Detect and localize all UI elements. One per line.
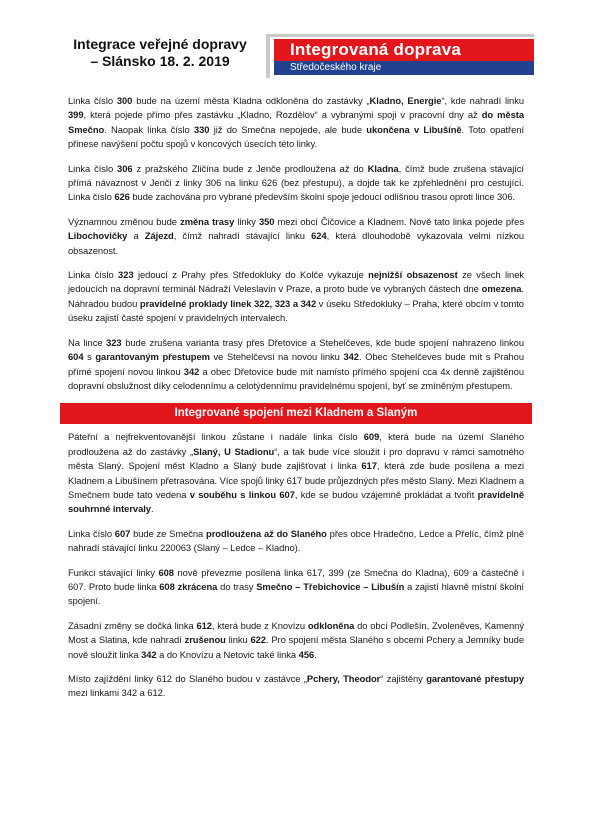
- bold-text-run: 607: [114, 527, 131, 539]
- paragraph-line-306: [68, 162, 524, 205]
- logo-sub-text: Středočeského kraje: [290, 62, 382, 73]
- logo-gray-bar-left: [266, 34, 270, 78]
- document-title: [60, 36, 260, 70]
- bold-text-run: 608 zkrácena: [159, 580, 218, 592]
- text-run: Linka číslo: [68, 269, 119, 281]
- integrovana-doprava-logo: [266, 34, 534, 78]
- bold-text-run: 342: [183, 365, 200, 377]
- text-run: a obec Dřetovice bude mít namísto přímého spojení cca 4x denně zajištěnou dopravní obslužnost díky celodennímu a celotýdennímu pravidelnému spojení, byť se zmíněným přestupem.: [68, 365, 524, 391]
- text-run: , čímž nahradí stávající linku: [173, 230, 312, 242]
- text-run: .: [314, 648, 317, 660]
- paragraph-line-607: [68, 527, 524, 556]
- paragraph-pchery-transfer: [68, 672, 524, 701]
- text-run: . Náhradou budou: [68, 283, 524, 309]
- bold-text-run: 612: [196, 619, 212, 631]
- bold-text-run: Slaný, U Stadionu: [193, 445, 275, 457]
- text-run: Páteřní a nejfrekventovanější linkou zůstane i nadále linka číslo: [68, 431, 364, 443]
- paragraph-line-300: [68, 94, 524, 152]
- bold-text-run: změna trasy: [180, 215, 235, 227]
- bold-text-run: zrušenou: [184, 634, 226, 646]
- bold-text-run: Pchery, Theodor: [306, 673, 381, 684]
- text-run: , která pojede přímo přes zastávku „Kladno, Rozdělov“ a vybranými spoji v pracovní dny až: [83, 109, 482, 121]
- text-run: “, a tak bude více sloužit i pro dopravu v rámci samotného města Slaný. Spojení měst Kladno a Slaný bude zajišťovat i linka: [68, 445, 524, 472]
- text-run: jedoucí z Prahy přes Středokluky do Kolče vykazuje: [133, 269, 369, 281]
- bold-text-run: prodloužena až do Slaného: [206, 527, 327, 539]
- text-run: . Naopak linka číslo: [104, 123, 194, 135]
- text-run: Linka číslo: [68, 95, 117, 106]
- text-run: , která zde bude posílena a mezi Kladnem a Libušínem přetrasována. Více spojů linky 617 bude průjezdných přes město Slaný. Mezi Kladnem a Smečnem bude tato vedena: [68, 460, 524, 500]
- bold-text-run: 456: [298, 648, 315, 660]
- text-run: ve Stehelčevsi na novou linku: [209, 351, 344, 363]
- text-run: bude na území města Kladna odkloněna do zastávky „: [132, 95, 370, 106]
- bold-text-run: pravidelné prokladу linek 322, 323 a 342: [139, 297, 317, 309]
- text-run: , která dlouhodobě vykazovala velmi nízkou obsazenost.: [68, 230, 524, 256]
- text-run: Na lince: [68, 336, 107, 348]
- logo-blue-band: [274, 61, 534, 75]
- text-run: s: [83, 351, 96, 363]
- paragraph-line-609: [68, 430, 524, 516]
- text-run: .: [150, 503, 154, 515]
- bold-text-run: ukončena v Libušíně: [366, 123, 462, 135]
- text-run: Významnou změnou bude: [68, 215, 181, 227]
- bold-text-run: 624: [311, 230, 327, 242]
- bold-text-run: 608: [158, 566, 174, 578]
- bold-text-run: 342: [141, 648, 157, 660]
- text-run: linky: [234, 215, 259, 227]
- bold-text-run: Libochovičky: [68, 230, 128, 242]
- bold-text-run: garantovaným přestupem: [95, 351, 210, 363]
- logo-main-text: Integrovaná doprava: [290, 40, 462, 59]
- page-header: [60, 30, 534, 82]
- text-run: “, kde nahradí linku: [441, 95, 524, 106]
- text-run: Linka číslo: [68, 527, 115, 539]
- text-run: z pražského Zličína bude z Jenče prodloužena až do: [132, 162, 368, 174]
- bold-text-run: Zájezd: [144, 230, 174, 242]
- text-run: linku: [225, 634, 251, 646]
- bold-text-run: 399: [68, 109, 84, 121]
- text-run: “ zajištěny: [380, 673, 427, 684]
- text-run: nově převezme posílená linka 617, 399 (ze Smečna do Kladna), 609 a částečně i 607. Proto bude linka: [68, 566, 524, 592]
- bold-text-run: 330: [193, 123, 210, 135]
- text-run: bude ze Smečna: [130, 527, 207, 539]
- bold-text-run: omezena: [481, 283, 522, 295]
- bold-text-run: 323: [106, 336, 122, 348]
- bold-text-run: Kladno, Energie: [369, 95, 442, 106]
- text-run: Funkci stávající linky: [68, 566, 159, 578]
- text-run: Zásadní změny se dočká linka: [68, 619, 197, 631]
- logo-red-band: [274, 39, 534, 61]
- bold-text-run: v souběhu s linkou 607: [189, 488, 295, 500]
- text-run: Linka číslo: [68, 162, 118, 174]
- bold-text-run: 350: [258, 215, 275, 227]
- text-run: a zajistí hlavně místní školní spojení.: [68, 580, 524, 607]
- text-run: mezi obcí Čičovice a Kladnem. Nově tato linka pojede přes: [274, 215, 524, 227]
- bold-text-run: do města Smečno: [68, 109, 524, 135]
- title-line-2: – Slánsko 18. 2. 2019: [90, 53, 230, 69]
- bold-text-run: 617: [361, 460, 377, 472]
- paragraph-line-612: [68, 619, 524, 662]
- text-run: , která bude na území Slaného prodloužena až do zastávky „: [68, 431, 524, 457]
- text-run: bude zachována pro vybrané především školní spoje jedoucí odlišnou trasou oproti lince 306.: [129, 191, 516, 203]
- text-run: , která bude z Knovízu: [211, 619, 308, 631]
- bold-text-run: garantované přestupy: [426, 673, 524, 684]
- bold-text-run: Kladna: [367, 162, 399, 174]
- section-heading: Integrované spojení mezi Kladnem a Slaným: [60, 403, 532, 424]
- text-run: v úseku Středokluky – Praha, které obcím v tomto úseku zajistí časté spojení v pravidelných intervalech.: [68, 297, 524, 324]
- bold-text-run: 323: [118, 269, 134, 281]
- text-run: mezi linkami 342 a 612.: [68, 687, 166, 699]
- text-run: bude zrušena varianta trasy přes Dřetovice a Stehelčeves, kde bude spojení nahrazeno linkou: [121, 336, 524, 348]
- text-run: . Obec Stehelčeves bude mít s Prahou přímé spojení novou linkou: [68, 351, 524, 377]
- paragraph-line-323: [68, 268, 524, 326]
- text-run: ze všech linek jedoucích na dopravní terminál Nádraží Veleslavín v Praze, a proto bude ve vybraných částech dne: [68, 269, 524, 295]
- bold-text-run: odkloněna: [307, 619, 355, 631]
- paragraph-line-323-variant: [68, 336, 524, 394]
- text-run: . Toto opatření přinese navýšení počtu spojů v koncových úsecích této linky.: [68, 123, 524, 150]
- bold-text-run: Smečno – Třebichovice – Libušín: [256, 580, 405, 592]
- document-body: [68, 94, 524, 711]
- text-run: Místo zajíždění linky 612 do Slaného budou v zastávce „: [68, 673, 307, 684]
- logo-gray-bar-top: [266, 34, 534, 37]
- bold-text-run: 622: [250, 634, 266, 646]
- bold-text-run: nejnižší obsazenost: [368, 269, 458, 281]
- bold-text-run: 609: [363, 431, 380, 443]
- title-line-1: Integrace veřejné dopravy: [73, 36, 247, 52]
- text-run: do obcí Podlešín, Zvoleněves, Kamenný Most a Slatina, kde nahradí: [68, 619, 524, 646]
- text-run: a: [127, 230, 145, 242]
- paragraph-line-350: [68, 215, 524, 258]
- text-run: . Pro spojení města Slaného s obcemi Pchery a Jemníky bude nově sloužit linka: [68, 634, 524, 660]
- text-run: do trasy: [217, 580, 257, 592]
- bold-text-run: 626: [114, 191, 130, 203]
- text-run: přes obce Hradečno, Ledce a Přelíc, čímž plně nahradí stávající linku 220063 (Slaný – Ledce – Kladno).: [68, 527, 524, 554]
- text-run: , čímž bude zrušena stávající přímá návaznost v Jenči z linky 306 na linku 626 (bez přestupu), a dojde tak ke zpřehlednění pro cestující. Linka číslo: [68, 162, 524, 203]
- bold-text-run: 342: [343, 351, 359, 363]
- paragraph-line-608: [68, 566, 524, 609]
- bold-text-run: 306: [117, 162, 133, 174]
- bold-text-run: pravidelně souhrnné intervaly: [68, 488, 524, 515]
- text-run: , kde se budou vzájemně prokládat a tvořit: [294, 488, 478, 500]
- text-run: a do Knovízu a Netovic také linka: [156, 648, 299, 660]
- bold-text-run: 300: [116, 95, 133, 106]
- bold-text-run: 604: [68, 351, 84, 363]
- text-run: již do Smečna nepojede, ale bude: [209, 123, 367, 135]
